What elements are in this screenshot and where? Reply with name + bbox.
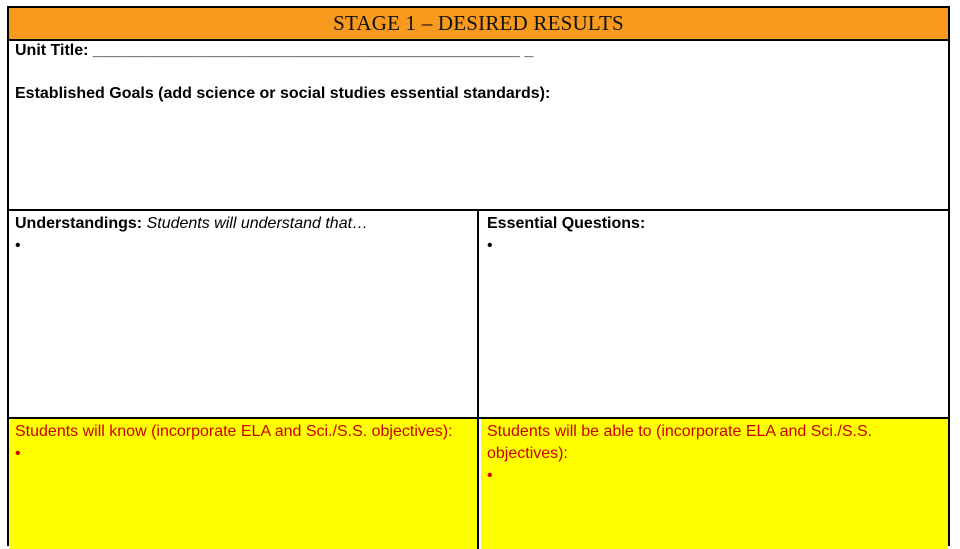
understandings-cell bbox=[9, 211, 479, 417]
students-will-be-able-cell bbox=[481, 419, 948, 549]
unit-info-section bbox=[9, 41, 948, 211]
essential-questions-cell bbox=[481, 211, 948, 417]
students-will-know-text: Students will know (incorporate ELA and Sci./S.S. objectives): bbox=[15, 423, 453, 440]
established-goals-label: Established Goals (add science or social studies essential standards): bbox=[15, 85, 551, 102]
students-will-be-able-text: Students will be able to (incorporate ELA and Sci./S.S. objectives): bbox=[487, 423, 873, 462]
understandings-prompt: Students will understand that… bbox=[146, 215, 369, 232]
stage-title: STAGE 1 – DESIRED RESULTS bbox=[9, 8, 948, 41]
students-will-be-able-bullet: • bbox=[487, 467, 493, 484]
unit-title-line: Unit Title: ________________________________________________ _ bbox=[15, 42, 534, 59]
essential-questions-bullet: • bbox=[487, 237, 493, 254]
stage-one-table bbox=[7, 6, 950, 546]
understandings-bullet: • bbox=[15, 237, 21, 254]
understandings-label: Understandings: bbox=[15, 215, 143, 232]
students-will-know-cell bbox=[9, 419, 479, 549]
essential-questions-label: Essential Questions: bbox=[487, 215, 646, 232]
students-will-know-bullet: • bbox=[15, 445, 21, 462]
